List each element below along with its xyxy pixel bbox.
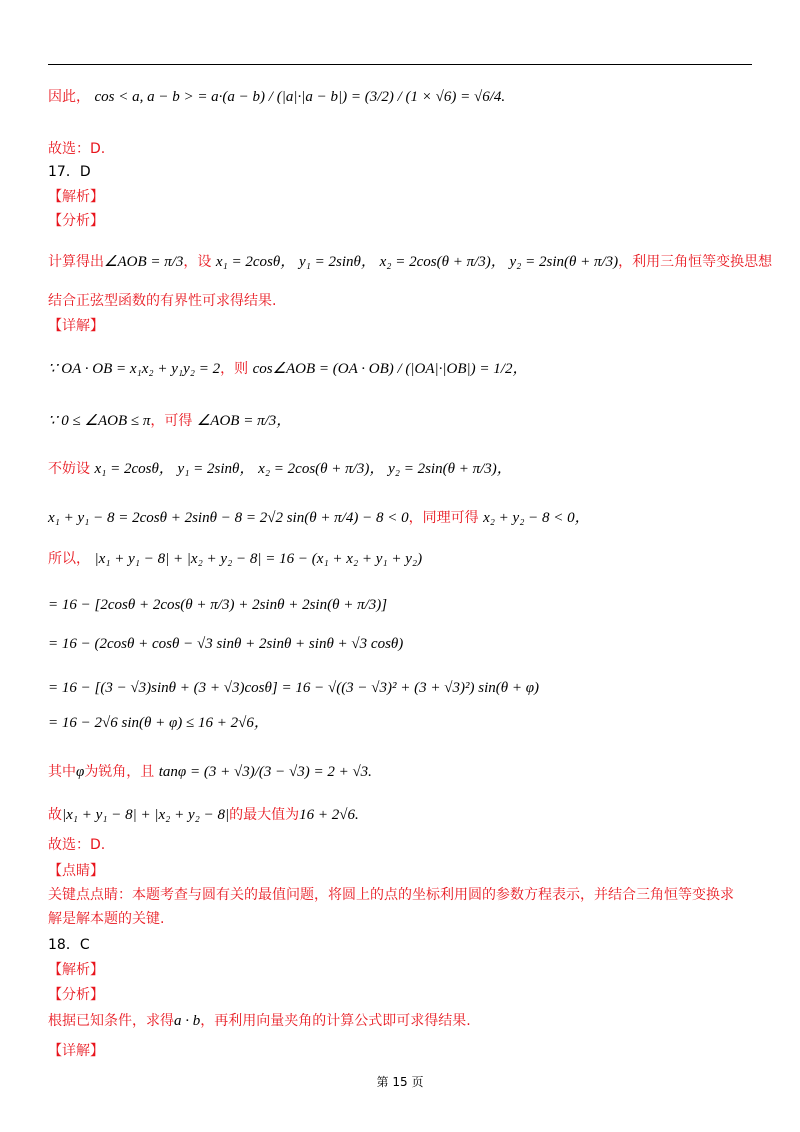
line-step-1: = 16 − [2cosθ + 2cos(θ + π/3) + 2sinθ + 2sin(θ + π/3)] xyxy=(48,597,388,613)
text-given: 根据已知条件，求得 xyxy=(48,1013,174,1029)
text-max: 的最大值为 xyxy=(229,807,300,823)
math-aob: ∠AOB = π/3 xyxy=(104,254,184,270)
line-step-2: = 16 − (2cosθ + cosθ − √3 sinθ + 2sinθ + sinθ + √3 cosθ) xyxy=(48,636,404,652)
top-rule xyxy=(48,64,752,65)
section-xiangjie-18: 【详解】 xyxy=(48,1043,104,1059)
math-cos-angle: cos < a, a − b > = a·(a − b) / (|a|·|a − b|) = (3/2) / (1 × √6) = √6/4. xyxy=(94,89,506,105)
line-phi xyxy=(48,763,372,781)
text-method: ，利用三角恒等变换思想 xyxy=(618,254,773,270)
key-point-text: 关键点点睛：本题考查与圆有关的最值问题，将圆上的点的坐标利用圆的参数方程表示，并结合三角恒等变换求 xyxy=(48,887,734,903)
line-assume xyxy=(48,460,512,478)
math-phi: φ xyxy=(76,764,85,780)
math-range: ∵ 0 ≤ ∠AOB ≤ π xyxy=(48,413,151,429)
text-calc: 计算得出 xyxy=(48,254,104,270)
text-let: ，设 xyxy=(183,254,212,270)
section-jiexi-17: 【解析】 xyxy=(48,189,104,205)
math-x2y2: x₂ + y₂ − 8 < 0， xyxy=(483,510,590,526)
answer-17: 故选：D. xyxy=(48,837,106,853)
math-max-value: 16 + 2√6. xyxy=(299,807,359,823)
line-dot-product xyxy=(48,360,527,378)
text-acute: 为锐角，且 xyxy=(84,764,155,780)
text-formula: ，再利用向量夹角的计算公式即可求得结果. xyxy=(200,1013,471,1029)
page-number: 第 15 页 xyxy=(376,1075,424,1089)
math-cos-aob: cos∠AOB = (OA · OB) / (|OA|·|OB|) = 1/2， xyxy=(252,361,528,377)
math-x1y1: x₁ + y₁ − 8 = 2cosθ + 2sinθ − 8 = 2√2 sin(θ + π/4) − 8 < 0 xyxy=(48,510,409,526)
math-abs-expr: |x₁ + y₁ − 8| + |x₂ + y₂ − 8| xyxy=(62,807,230,823)
line-max-value xyxy=(48,806,359,824)
line-step-4 xyxy=(48,714,269,732)
section-jiexi-18: 【解析】 xyxy=(48,962,104,978)
math-bound: = 16 − 2√6 sin(θ + φ) ≤ 16 + 2√6， xyxy=(48,715,269,731)
line-analysis-17-cont: 结合正弦型函数的有界性可求得结果. xyxy=(48,293,277,309)
math-dot: ∵ OA · OB = x₁x₂ + y₁y₂ = 2 xyxy=(48,361,221,377)
answer-16: 故选：D. xyxy=(48,141,106,157)
math-params: x₁ = 2cosθ， y₁ = 2sinθ， x₂ = 2cos(θ + π/3)， y₂ = 2sin(θ + π/3) xyxy=(215,254,619,270)
line-cos-result xyxy=(48,88,505,106)
text-similarly: ，同理可得 xyxy=(408,510,479,526)
math-aob-value: ∠AOB = π/3， xyxy=(196,413,292,429)
line-angle-range xyxy=(48,412,291,430)
text-hence: 故 xyxy=(48,807,62,823)
question-18-heading: 18．C xyxy=(48,937,90,953)
section-fenxi-18: 【分析】 xyxy=(48,987,104,1003)
question-17-heading: 17．D xyxy=(48,164,91,180)
line-analysis-17 xyxy=(48,253,772,271)
line-so xyxy=(48,550,422,568)
text-get: ，可得 xyxy=(150,413,193,429)
text-then: ，则 xyxy=(220,361,249,377)
line-step-3: = 16 − [(3 − √3)sinθ + (3 + √3)cosθ] = 16 − √((3 − √3)² + (3 + √3)²) sin(θ + φ) xyxy=(48,680,540,696)
key-point-text-cont: 解是解本题的关键. xyxy=(48,911,165,927)
math-tan-phi: tanφ = (3 + √3)/(3 − √3) = 2 + √3. xyxy=(158,764,372,780)
line-sum-negative xyxy=(48,509,590,527)
line-analysis-18 xyxy=(48,1012,471,1030)
math-assume-params: x₁ = 2cosθ， y₁ = 2sinθ， x₂ = 2cos(θ + π/3)， y₂ = 2sin(θ + π/3)， xyxy=(94,461,512,477)
section-xiangjie-17: 【详解】 xyxy=(48,318,104,334)
section-fenxi-17: 【分析】 xyxy=(48,213,104,229)
math-ab-dot: a · b xyxy=(174,1013,201,1029)
text-therefore: 因此， xyxy=(48,89,90,105)
text-where: 其中 xyxy=(48,764,76,780)
section-dianjing-17: 【点睛】 xyxy=(48,863,104,879)
math-abs-sum: |x₁ + y₁ − 8| + |x₂ + y₂ − 8| = 16 − (x₁ + x₂ + y₁ + y₂) xyxy=(94,551,423,567)
text-assume: 不妨设 xyxy=(48,461,90,477)
text-so: 所以， xyxy=(48,551,90,567)
